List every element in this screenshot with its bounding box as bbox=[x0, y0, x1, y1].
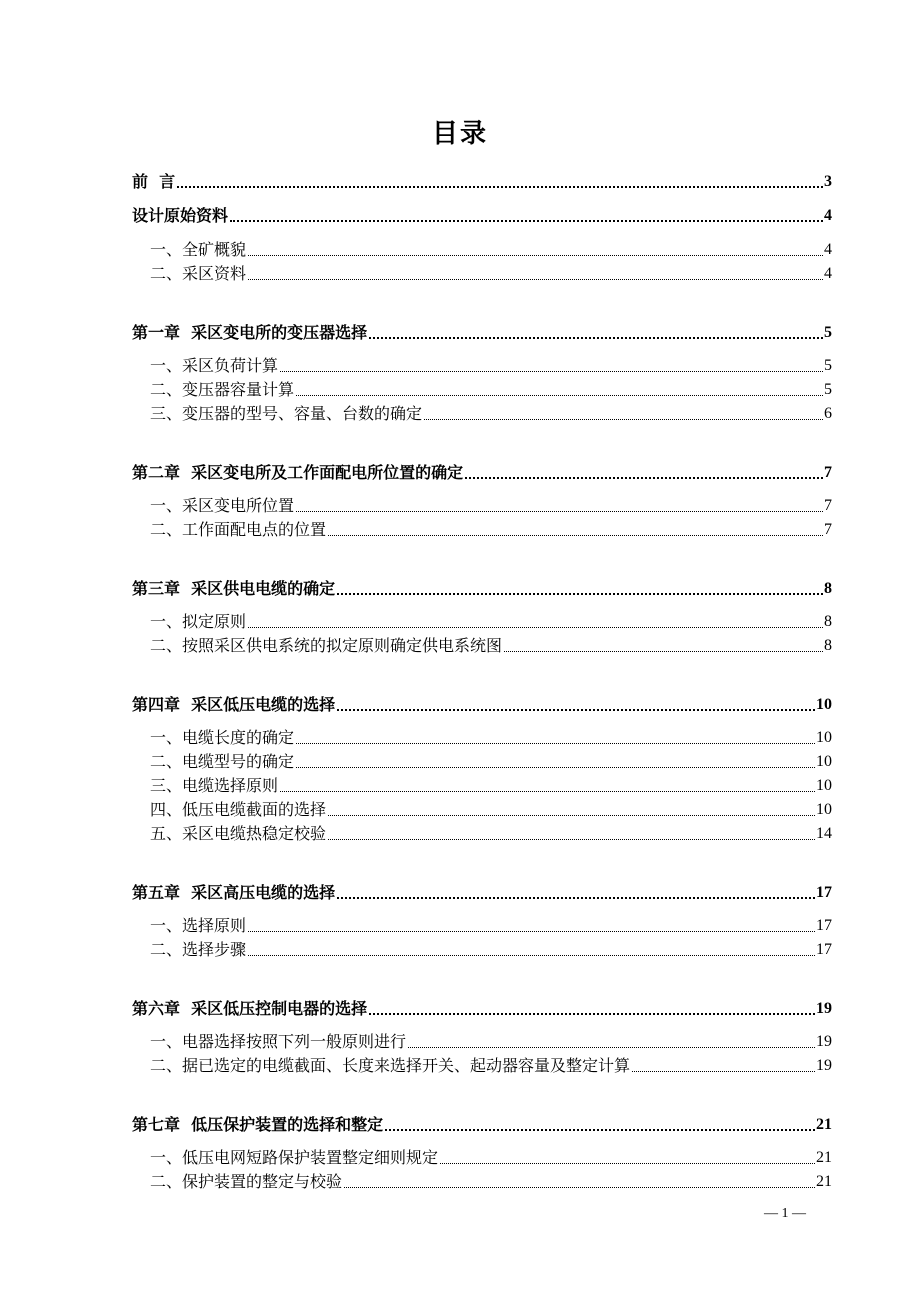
toc-section-entry[interactable] bbox=[150, 822, 832, 846]
toc-entry-page-number: 17 bbox=[816, 917, 832, 934]
toc-section-entry[interactable] bbox=[150, 750, 832, 774]
toc-entry-page-number: 21 bbox=[816, 1116, 832, 1133]
toc-entry-page-number: 10 bbox=[816, 801, 832, 818]
toc-chapter-entry[interactable] bbox=[132, 321, 832, 345]
toc-section-entry[interactable] bbox=[150, 354, 832, 378]
toc-entry-page-number: 14 bbox=[816, 825, 832, 842]
toc-dot-leader bbox=[440, 1163, 815, 1164]
toc-entry-label: 五、采区电缆热稳定校验 bbox=[150, 824, 327, 843]
toc-entry-page-number: 21 bbox=[816, 1173, 832, 1190]
toc-section-entry[interactable] bbox=[150, 938, 832, 962]
toc-entry-label: 设计原始资料 bbox=[132, 206, 229, 225]
toc-entry-page-number: 4 bbox=[824, 207, 832, 224]
toc-entry-page-number: 7 bbox=[824, 497, 832, 514]
toc-dot-leader bbox=[280, 791, 815, 792]
toc-entry-label: 二、采区资料 bbox=[150, 264, 247, 283]
toc-dot-leader bbox=[424, 419, 823, 420]
toc-entry-page-number: 7 bbox=[824, 521, 832, 538]
toc-dot-leader bbox=[230, 220, 823, 222]
toc-entry-page-number: 10 bbox=[816, 729, 832, 746]
toc-entry-label: 二、保护装置的整定与校验 bbox=[150, 1172, 343, 1191]
toc-entry-label: 第七章 低压保护装置的选择和整定 bbox=[132, 1115, 384, 1134]
toc-section-entry[interactable] bbox=[150, 610, 832, 634]
toc-entry-label: 二、电缆型号的确定 bbox=[150, 752, 295, 771]
toc-section-entry[interactable] bbox=[150, 634, 832, 658]
toc-entry-page-number: 4 bbox=[824, 265, 832, 282]
toc-entry-label: 三、变压器的型号、容量、台数的确定 bbox=[150, 404, 423, 423]
toc-dot-leader bbox=[328, 839, 815, 840]
toc-section-entry[interactable] bbox=[150, 726, 832, 750]
toc-dot-leader bbox=[280, 371, 823, 372]
page-title: 目录 bbox=[431, 119, 488, 149]
toc-section-entry[interactable] bbox=[150, 1170, 832, 1194]
toc-section-entry[interactable] bbox=[150, 378, 832, 402]
toc-entry-page-number: 10 bbox=[816, 753, 832, 770]
toc-entry-page-number: 19 bbox=[816, 1057, 832, 1074]
toc-section-entry[interactable] bbox=[150, 798, 832, 822]
toc-entry-label: 第二章 采区变电所及工作面配电所位置的确定 bbox=[132, 463, 464, 482]
toc-dot-leader bbox=[337, 593, 823, 595]
toc-entry-label: 第三章 采区供电电缆的确定 bbox=[132, 579, 336, 598]
toc-entry-label: 一、选择原则 bbox=[150, 916, 247, 935]
toc-section-entry[interactable] bbox=[150, 1030, 832, 1054]
toc-chapter-entry[interactable] bbox=[132, 881, 832, 905]
toc-chapter-entry[interactable] bbox=[132, 204, 832, 228]
toc-entry-page-number: 5 bbox=[824, 357, 832, 374]
toc-chapter-entry[interactable] bbox=[132, 577, 832, 601]
toc-chapter-entry[interactable] bbox=[132, 461, 832, 485]
toc-entry-label: 第四章 采区低压电缆的选择 bbox=[132, 695, 336, 714]
toc-entry-page-number: 17 bbox=[816, 884, 832, 901]
toc-section-entry[interactable] bbox=[150, 774, 832, 798]
toc-section-entry[interactable] bbox=[150, 914, 832, 938]
toc-entry-page-number: 5 bbox=[824, 381, 832, 398]
toc-entry-label: 二、工作面配电点的位置 bbox=[150, 520, 327, 539]
toc-entry-label: 一、采区负荷计算 bbox=[150, 356, 279, 375]
toc-dot-leader bbox=[248, 627, 823, 628]
toc-entry-label: 第六章 采区低压控制电器的选择 bbox=[132, 999, 368, 1018]
toc-entry-page-number: 21 bbox=[816, 1149, 832, 1166]
toc-dot-leader bbox=[248, 955, 815, 956]
toc-dot-leader bbox=[385, 1129, 815, 1131]
toc-dot-leader bbox=[344, 1187, 815, 1188]
toc-dot-leader bbox=[369, 337, 823, 339]
toc-section-entry[interactable] bbox=[150, 402, 832, 426]
toc-entry-label: 一、电器选择按照下列一般原则进行 bbox=[150, 1032, 407, 1051]
toc-chapter-entry[interactable] bbox=[132, 1113, 832, 1137]
toc-entry-page-number: 4 bbox=[824, 241, 832, 258]
toc-entry-label: 一、电缆长度的确定 bbox=[150, 728, 295, 747]
toc-section-entry[interactable] bbox=[150, 518, 832, 542]
toc-entry-page-number: 8 bbox=[824, 580, 832, 597]
toc-entry-label: 二、选择步骤 bbox=[150, 940, 247, 959]
toc-dot-leader bbox=[504, 651, 823, 652]
toc-entry-label: 第五章 采区高压电缆的选择 bbox=[132, 883, 336, 902]
toc-dot-leader bbox=[328, 815, 815, 816]
toc-entry-page-number: 8 bbox=[824, 613, 832, 630]
toc-entry-label: 第一章 采区变电所的变压器选择 bbox=[132, 323, 368, 342]
toc-dot-leader bbox=[465, 477, 823, 479]
toc-chapter-entry[interactable] bbox=[132, 170, 832, 194]
toc-entry-page-number: 10 bbox=[816, 696, 832, 713]
toc-dot-leader bbox=[328, 535, 823, 536]
toc-section-entry[interactable] bbox=[150, 262, 832, 286]
toc-dot-leader bbox=[248, 931, 815, 932]
toc-dot-leader bbox=[632, 1071, 815, 1072]
toc-entry-page-number: 5 bbox=[824, 324, 832, 341]
toc-dot-leader bbox=[408, 1047, 815, 1048]
toc-entry-label: 二、据已选定的电缆截面、长度来选择开关、起动器容量及整定计算 bbox=[150, 1056, 631, 1075]
toc-dot-leader bbox=[369, 1013, 815, 1015]
toc-entry-page-number: 19 bbox=[816, 1000, 832, 1017]
toc-dot-leader bbox=[296, 511, 823, 512]
toc-entry-page-number: 6 bbox=[824, 405, 832, 422]
toc-entry-label: 前 言 bbox=[132, 172, 176, 191]
toc-section-entry[interactable] bbox=[150, 1054, 832, 1078]
toc-section-entry[interactable] bbox=[150, 238, 832, 262]
toc-entry-label: 二、变压器容量计算 bbox=[150, 380, 295, 399]
toc-entry-page-number: 7 bbox=[824, 464, 832, 481]
toc-entry-label: 一、采区变电所位置 bbox=[150, 496, 295, 515]
toc-dot-leader bbox=[177, 186, 823, 188]
toc-entry-label: 一、拟定原则 bbox=[150, 612, 247, 631]
toc-entry-page-number: 17 bbox=[816, 941, 832, 958]
toc-dot-leader bbox=[337, 897, 815, 899]
toc-dot-leader bbox=[296, 767, 815, 768]
toc-entry-label: 一、全矿概貌 bbox=[150, 240, 247, 259]
toc-entry-page-number: 8 bbox=[824, 637, 832, 654]
toc-entry-page-number: 3 bbox=[824, 173, 832, 190]
toc-entry-page-number: 10 bbox=[816, 777, 832, 794]
toc-chapter-entry[interactable] bbox=[132, 997, 832, 1021]
toc-dot-leader bbox=[296, 395, 823, 396]
toc-chapter-entry[interactable] bbox=[132, 693, 832, 717]
toc-section-entry[interactable] bbox=[150, 494, 832, 518]
page-number: — 1 — bbox=[764, 1206, 806, 1221]
toc-dot-leader bbox=[296, 743, 815, 744]
toc-entry-label: 四、低压电缆截面的选择 bbox=[150, 800, 327, 819]
toc-entry-label: 一、低压电网短路保护装置整定细则规定 bbox=[150, 1148, 439, 1167]
toc-entry-page-number: 19 bbox=[816, 1033, 832, 1050]
toc-dot-leader bbox=[337, 709, 815, 711]
toc-dot-leader bbox=[248, 255, 823, 256]
toc-entry-label: 二、按照采区供电系统的拟定原则确定供电系统图 bbox=[150, 636, 503, 655]
toc-section-entry[interactable] bbox=[150, 1146, 832, 1170]
toc-entry-label: 三、电缆选择原则 bbox=[150, 776, 279, 795]
toc-dot-leader bbox=[248, 279, 823, 280]
